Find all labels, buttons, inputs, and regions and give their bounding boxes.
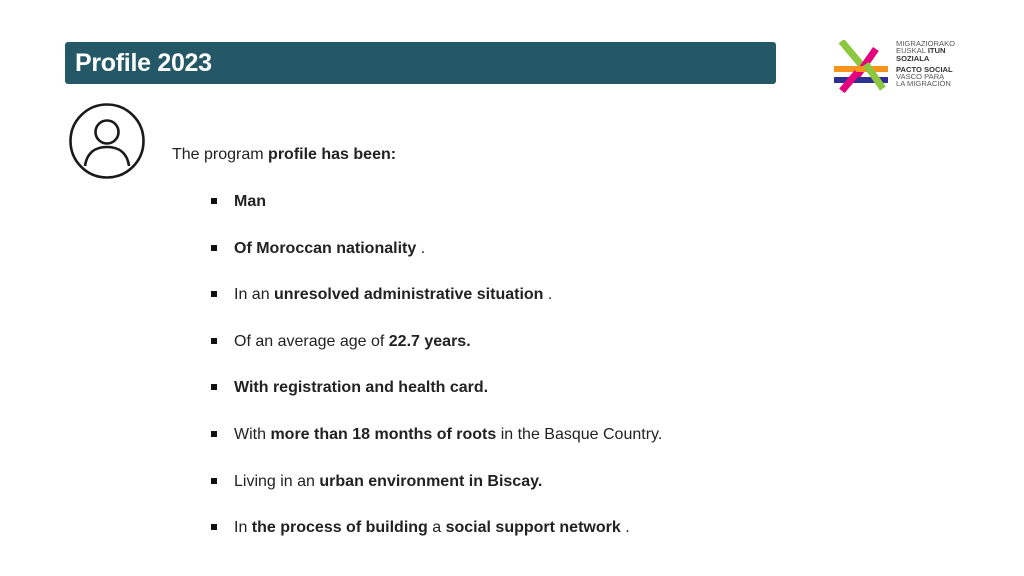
logo-text: [896, 40, 955, 88]
user-profile-icon: [68, 102, 146, 180]
logo-line: EUSKAL ITUN: [896, 46, 946, 56]
list-item: Living in an urban environment in Biscay.: [211, 470, 662, 517]
list-item: Of Moroccan nationality .: [211, 237, 662, 284]
list-item: With registration and health card.: [211, 376, 662, 423]
page-title: Profile 2023: [75, 48, 212, 77]
profile-list: [211, 190, 662, 563]
list-item: Man: [211, 190, 662, 237]
list-item: With more than 18 months of roots in the Basque Country.: [211, 423, 662, 470]
list-item: In the process of building a social support network .: [211, 516, 662, 563]
logo-line: SOZIALA: [896, 53, 930, 63]
intro-text: The program profile has been:: [172, 146, 397, 163]
logo-x-mark-icon: [834, 40, 888, 96]
header-bar: [65, 42, 776, 84]
logo-line: MIGRAZIORAKO: [896, 39, 956, 48]
list-item: In an unresolved administrative situation .: [211, 283, 662, 330]
logo: [834, 40, 964, 96]
logo-line: VASCO PARA: [896, 72, 945, 82]
logo-line: PACTO SOCIAL: [896, 64, 953, 74]
logo-line: LA MIGRACIÓN: [896, 79, 951, 89]
list-item: Of an average age of 22.7 years.: [211, 330, 662, 377]
